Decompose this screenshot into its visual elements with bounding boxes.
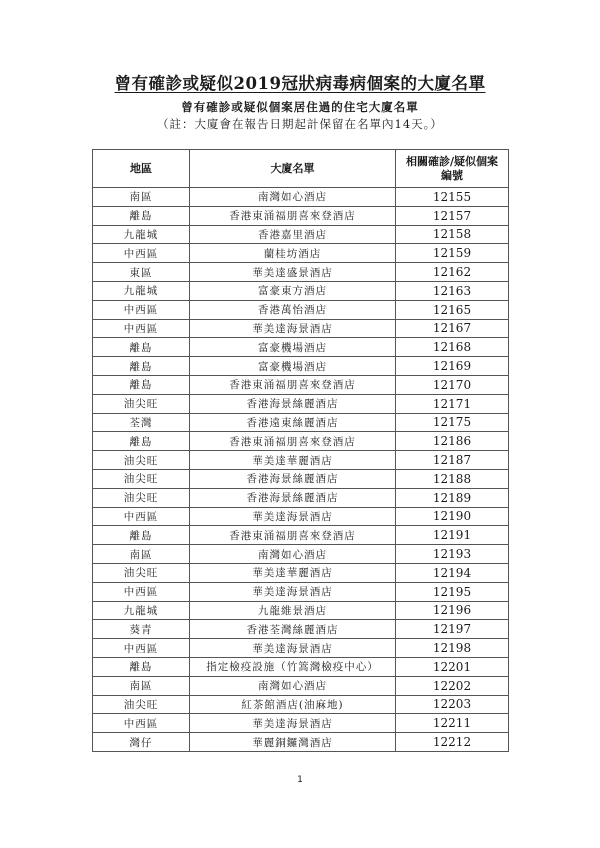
row-case-number: 12165 xyxy=(396,300,509,319)
row-building: 華美達盛景酒店 xyxy=(190,263,396,282)
row-case-number: 12167 xyxy=(396,319,509,338)
header-case-number-line1: 相關確診/疑似個案 xyxy=(405,154,499,168)
row-district: 中西區 xyxy=(93,714,190,733)
retention-note: （註：大廈會在報告日期起計保留在名單內14天。） xyxy=(157,117,443,131)
row-building: 香港海景絲麗酒店 xyxy=(190,469,396,488)
table-row xyxy=(93,657,509,676)
table-row xyxy=(93,319,509,338)
table-row xyxy=(93,545,509,564)
row-building: 香港東涌福朋喜來登酒店 xyxy=(190,526,396,545)
table-row xyxy=(93,639,509,658)
row-case-number: 12186 xyxy=(396,432,509,451)
header-case-number xyxy=(396,150,509,188)
table-row xyxy=(93,676,509,695)
row-building: 華麗銅鑼灣酒店 xyxy=(190,733,396,752)
table-row xyxy=(93,300,509,319)
row-building: 富豪機場酒店 xyxy=(190,338,396,357)
row-case-number: 12159 xyxy=(396,244,509,263)
row-building: 九龍維景酒店 xyxy=(190,601,396,620)
row-building: 香港東涌福朋喜來登酒店 xyxy=(190,432,396,451)
row-building: 香港萬怡酒店 xyxy=(190,300,396,319)
table-row xyxy=(93,582,509,601)
table-body xyxy=(93,188,509,752)
row-district: 油尖旺 xyxy=(93,695,190,714)
table-row xyxy=(93,469,509,488)
row-case-number: 12195 xyxy=(396,582,509,601)
row-district: 東區 xyxy=(93,263,190,282)
table-row xyxy=(93,695,509,714)
table-row xyxy=(93,206,509,225)
row-building: 華美達海景酒店 xyxy=(190,319,396,338)
row-building: 香港嘉里酒店 xyxy=(190,225,396,244)
row-building: 華美達華麗酒店 xyxy=(190,563,396,582)
row-building: 香港荃灣絲麗酒店 xyxy=(190,620,396,639)
row-case-number: 12169 xyxy=(396,357,509,376)
row-district: 離島 xyxy=(93,357,190,376)
row-case-number: 12212 xyxy=(396,733,509,752)
row-district: 離島 xyxy=(93,432,190,451)
building-list-table xyxy=(92,149,509,752)
row-case-number: 12190 xyxy=(396,507,509,526)
row-district: 中西區 xyxy=(93,319,190,338)
table-row xyxy=(93,394,509,413)
row-case-number: 12175 xyxy=(396,413,509,432)
table-row xyxy=(93,281,509,300)
row-case-number: 12203 xyxy=(396,695,509,714)
row-district: 中西區 xyxy=(93,582,190,601)
row-case-number: 12191 xyxy=(396,526,509,545)
row-building: 華美達海景酒店 xyxy=(190,582,396,601)
header-case-number-line2: 編號 xyxy=(441,168,463,182)
row-building: 香港海景絲麗酒店 xyxy=(190,488,396,507)
row-case-number: 12193 xyxy=(396,545,509,564)
row-case-number: 12163 xyxy=(396,281,509,300)
row-case-number: 12162 xyxy=(396,263,509,282)
row-district: 離島 xyxy=(93,338,190,357)
table-row xyxy=(93,526,509,545)
table-row xyxy=(93,357,509,376)
row-building: 南灣如心酒店 xyxy=(190,188,396,207)
row-building: 香港東涌福朋喜來登酒店 xyxy=(190,206,396,225)
row-building: 蘭桂坊酒店 xyxy=(190,244,396,263)
row-district: 荃灣 xyxy=(93,413,190,432)
table-row xyxy=(93,375,509,394)
row-district: 中西區 xyxy=(93,300,190,319)
table-row xyxy=(93,620,509,639)
table-row xyxy=(93,563,509,582)
row-district: 離島 xyxy=(93,375,190,394)
row-case-number: 12198 xyxy=(396,639,509,658)
row-case-number: 12197 xyxy=(396,620,509,639)
row-case-number: 12187 xyxy=(396,451,509,470)
row-district: 油尖旺 xyxy=(93,451,190,470)
row-building: 紅茶館酒店(油麻地) xyxy=(190,695,396,714)
document-title-text: 曾有確診或疑似2019冠狀病毒病個案的大廈名單 xyxy=(114,74,486,93)
row-building: 華美達海景酒店 xyxy=(190,507,396,526)
row-district: 油尖旺 xyxy=(93,488,190,507)
header-building: 大廈名單 xyxy=(190,150,396,188)
row-district: 離島 xyxy=(93,526,190,545)
row-district: 油尖旺 xyxy=(93,469,190,488)
table-row xyxy=(93,188,509,207)
row-case-number: 12155 xyxy=(396,188,509,207)
row-district: 南區 xyxy=(93,676,190,695)
row-district: 灣仔 xyxy=(93,733,190,752)
page-number: 1 xyxy=(297,775,303,785)
row-case-number: 12201 xyxy=(396,657,509,676)
row-building: 南灣如心酒店 xyxy=(190,545,396,564)
row-district: 離島 xyxy=(93,206,190,225)
table-row xyxy=(93,413,509,432)
row-district: 九龍城 xyxy=(93,281,190,300)
table-row xyxy=(93,488,509,507)
table-header-row xyxy=(93,150,509,188)
table-row xyxy=(93,338,509,357)
row-district: 九龍城 xyxy=(93,601,190,620)
row-district: 葵青 xyxy=(93,620,190,639)
row-case-number: 12158 xyxy=(396,225,509,244)
document-title xyxy=(0,70,600,94)
row-district: 九龍城 xyxy=(93,225,190,244)
row-case-number: 12188 xyxy=(396,469,509,488)
row-district: 中西區 xyxy=(93,507,190,526)
row-building: 香港東涌福朋喜來登酒店 xyxy=(190,375,396,394)
row-building: 富豪機場酒店 xyxy=(190,357,396,376)
row-building: 香港海景絲麗酒店 xyxy=(190,394,396,413)
table-row xyxy=(93,225,509,244)
row-building: 指定檢疫設施（竹篙灣檢疫中心） xyxy=(190,657,396,676)
table-row xyxy=(93,432,509,451)
row-building: 富豪東方酒店 xyxy=(190,281,396,300)
row-building: 華美達海景酒店 xyxy=(190,639,396,658)
row-district: 中西區 xyxy=(93,244,190,263)
row-case-number: 12168 xyxy=(396,338,509,357)
table-row xyxy=(93,714,509,733)
row-case-number: 12196 xyxy=(396,601,509,620)
table-row xyxy=(93,263,509,282)
table-row xyxy=(93,507,509,526)
row-district: 油尖旺 xyxy=(93,563,190,582)
row-building: 華美達華麗酒店 xyxy=(190,451,396,470)
row-building: 華美達海景酒店 xyxy=(190,714,396,733)
row-district: 南區 xyxy=(93,188,190,207)
header-district: 地區 xyxy=(93,150,190,188)
table-row xyxy=(93,733,509,752)
table-row xyxy=(93,451,509,470)
row-case-number: 12211 xyxy=(396,714,509,733)
row-building: 香港遠東絲麗酒店 xyxy=(190,413,396,432)
row-district: 南區 xyxy=(93,545,190,564)
table-row xyxy=(93,601,509,620)
row-case-number: 12170 xyxy=(396,375,509,394)
row-case-number: 12157 xyxy=(396,206,509,225)
row-building: 南灣如心酒店 xyxy=(190,676,396,695)
row-district: 油尖旺 xyxy=(93,394,190,413)
row-district: 中西區 xyxy=(93,639,190,658)
row-case-number: 12189 xyxy=(396,488,509,507)
document-subtitle: 曾有確診或疑似個案居住過的住宅大廈名單 xyxy=(181,100,419,114)
row-case-number: 12194 xyxy=(396,563,509,582)
row-case-number: 12202 xyxy=(396,676,509,695)
row-district: 離島 xyxy=(93,657,190,676)
table-row xyxy=(93,244,509,263)
row-case-number: 12171 xyxy=(396,394,509,413)
